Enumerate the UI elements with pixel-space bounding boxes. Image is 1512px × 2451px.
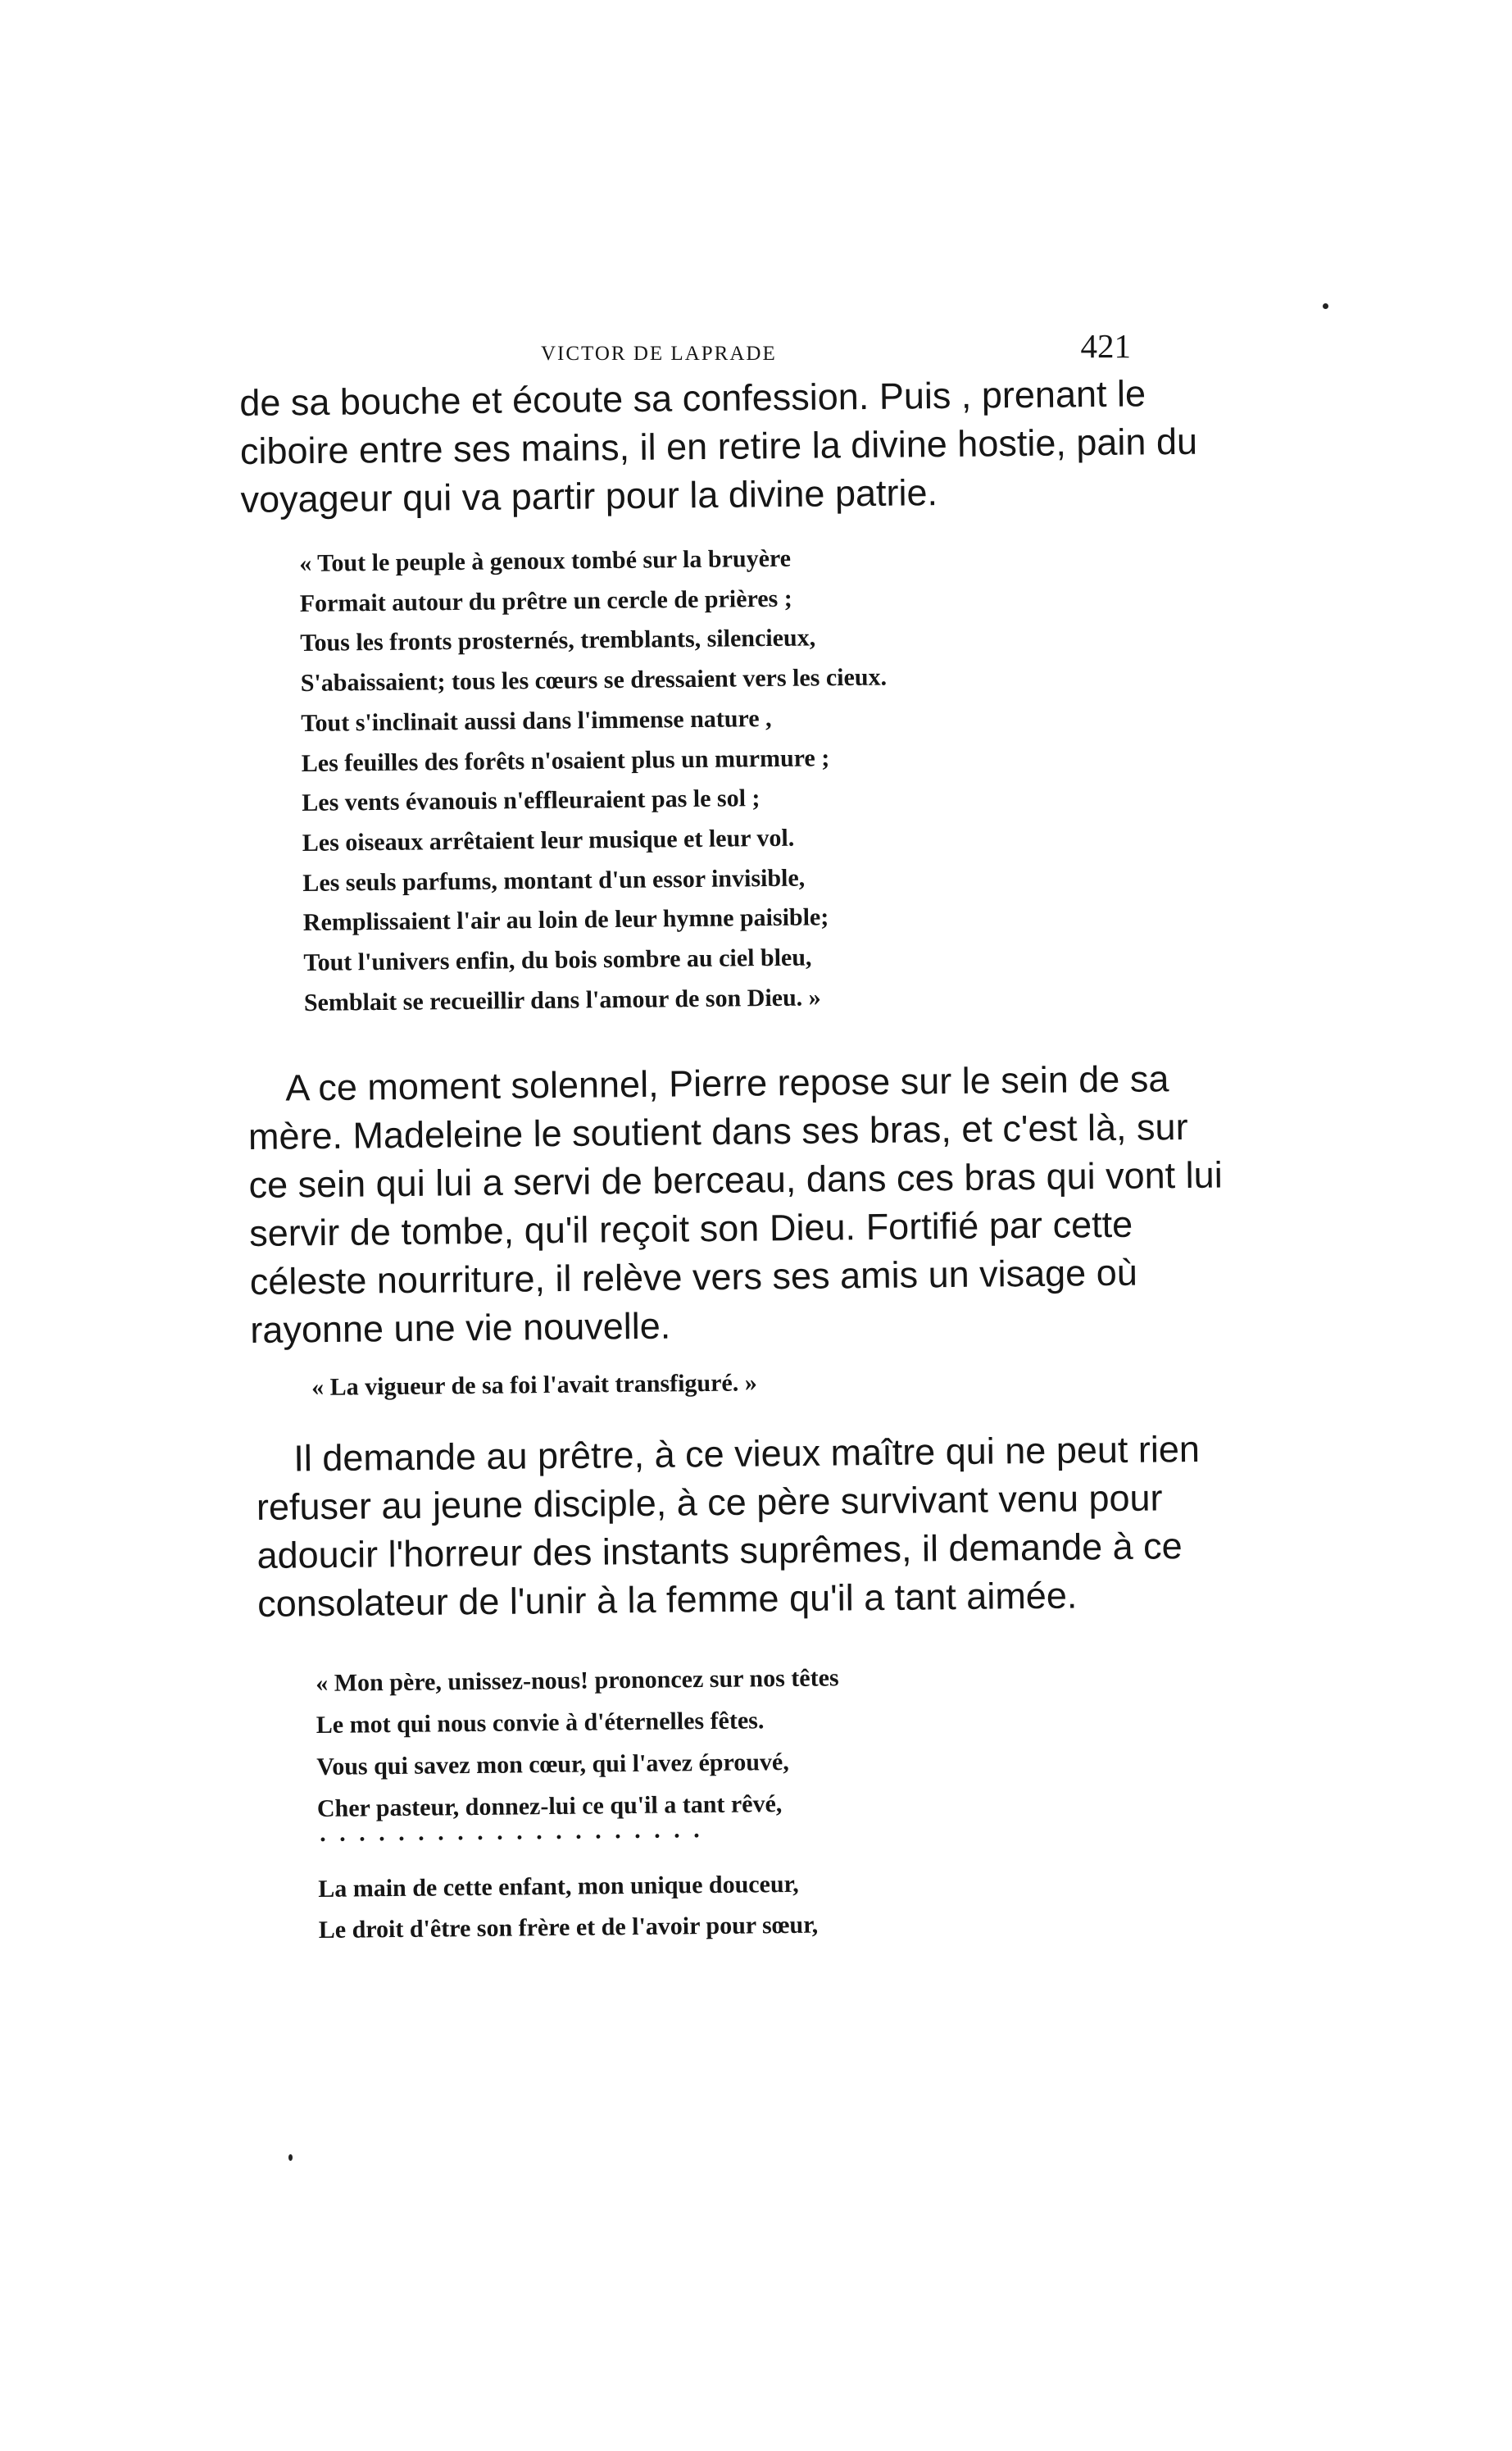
- text-line: adoucir l'horreur des instants suprêmes, il demande à ce: [257, 1525, 1183, 1576]
- text-line: voyageur qui va partir pour la divine patrie.: [240, 471, 938, 521]
- verse-line: La main de cette enfant, mon unique douceur,: [318, 1870, 799, 1903]
- ellipsis-row: ....................: [320, 1815, 714, 1847]
- verse-line: Vous qui savez mon cœur, qui l'avez éprouvé,: [316, 1748, 789, 1780]
- paragraph-confession: [239, 370, 1198, 524]
- verse-line: « Tout le peuple à genoux tombé sur la bruyère: [299, 544, 792, 577]
- verse-line: S'abaissaient; tous les cœurs se dressaient vers les cieux.: [300, 663, 888, 698]
- verse-line: Les feuilles des forêts n'osaient plus un murmure ;: [301, 743, 830, 777]
- text-line: consolateur de l'unir à la femme qu'il a tant aimée.: [257, 1574, 1078, 1625]
- verse-line: Remplissaient l'air au loin de leur hymne paisible;: [302, 903, 829, 937]
- text-line: Il demande au prêtre, à ce vieux maître qui ne peut rien: [293, 1427, 1201, 1480]
- verse-line: « Mon père, unissez-nous! prononcez sur nos têtes: [316, 1664, 839, 1697]
- ink-speck: [288, 2154, 293, 2161]
- text-line: céleste nourriture, il relève vers ses amis un visage où: [249, 1251, 1137, 1303]
- verse-line: Les seuls parfums, montant d'un essor invisible,: [302, 864, 806, 897]
- text-line: A ce moment solennel, Pierre repose sur le sein de sa: [285, 1057, 1169, 1109]
- text-line: de sa bouche et écoute sa confession. Puis , prenant le: [239, 372, 1146, 424]
- page-number: 421: [1080, 327, 1131, 365]
- paragraph-request: [256, 1426, 1201, 1628]
- verse-line: Cher pasteur, donnez-lui ce qu'il a tant rêvé,: [316, 1790, 783, 1822]
- verse-line: Tout l'univers enfin, du bois sombre au ciel bleu,: [303, 944, 812, 977]
- verse-line: Le mot qui nous convie à d'éternelles fêtes.: [316, 1707, 765, 1739]
- text-line: ce sein qui lui a servi de berceau, dans ces bras qui vont lui: [248, 1153, 1223, 1206]
- verse-line: Semblait se recueillir dans l'amour de son Dieu. »: [303, 984, 821, 1016]
- verse-line: Le droit d'être son frère et de l'avoir pour sœur,: [318, 1911, 819, 1944]
- text-line: rayonne une vie nouvelle.: [250, 1304, 671, 1351]
- text-line: ciboire entre ses mains, il en retire la divine hostie, pain du: [239, 420, 1198, 472]
- text-line: refuser au jeune disciple, à ce père survivant venu pour: [256, 1476, 1163, 1528]
- text-line: servir de tombe, qu'il reçoit son Dieu. Fortifié par cette: [248, 1203, 1133, 1254]
- verse-line: Les oiseaux arrêtaient leur musique et leur vol.: [302, 824, 795, 857]
- verse-line: Tout s'inclinait aussi dans l'immense nature ,: [301, 704, 772, 737]
- verse-line: Les vents évanouis n'effleuraient pas le sol ;: [302, 784, 761, 817]
- ink-speck: [1323, 303, 1328, 309]
- paragraph-solemn-moment: [247, 1055, 1223, 1354]
- verse-block-prayer: [299, 539, 890, 1024]
- running-title: VICTOR DE LAPRADE: [541, 343, 777, 365]
- running-header: [238, 326, 1131, 375]
- text-line: mère. Madeleine le soutient dans ses bras, et c'est là, sur: [247, 1105, 1188, 1157]
- quote-transfigured: « La vigueur de sa foi l'avait transfiguré. »: [311, 1369, 757, 1401]
- verse-line: Tous les fronts prosternés, tremblants, silencieux,: [300, 624, 816, 657]
- verse-line: Formait autour du prêtre un cercle de prières ;: [299, 584, 792, 617]
- verse-block-hand: [318, 1864, 818, 1951]
- verse-block-union: [316, 1657, 840, 1830]
